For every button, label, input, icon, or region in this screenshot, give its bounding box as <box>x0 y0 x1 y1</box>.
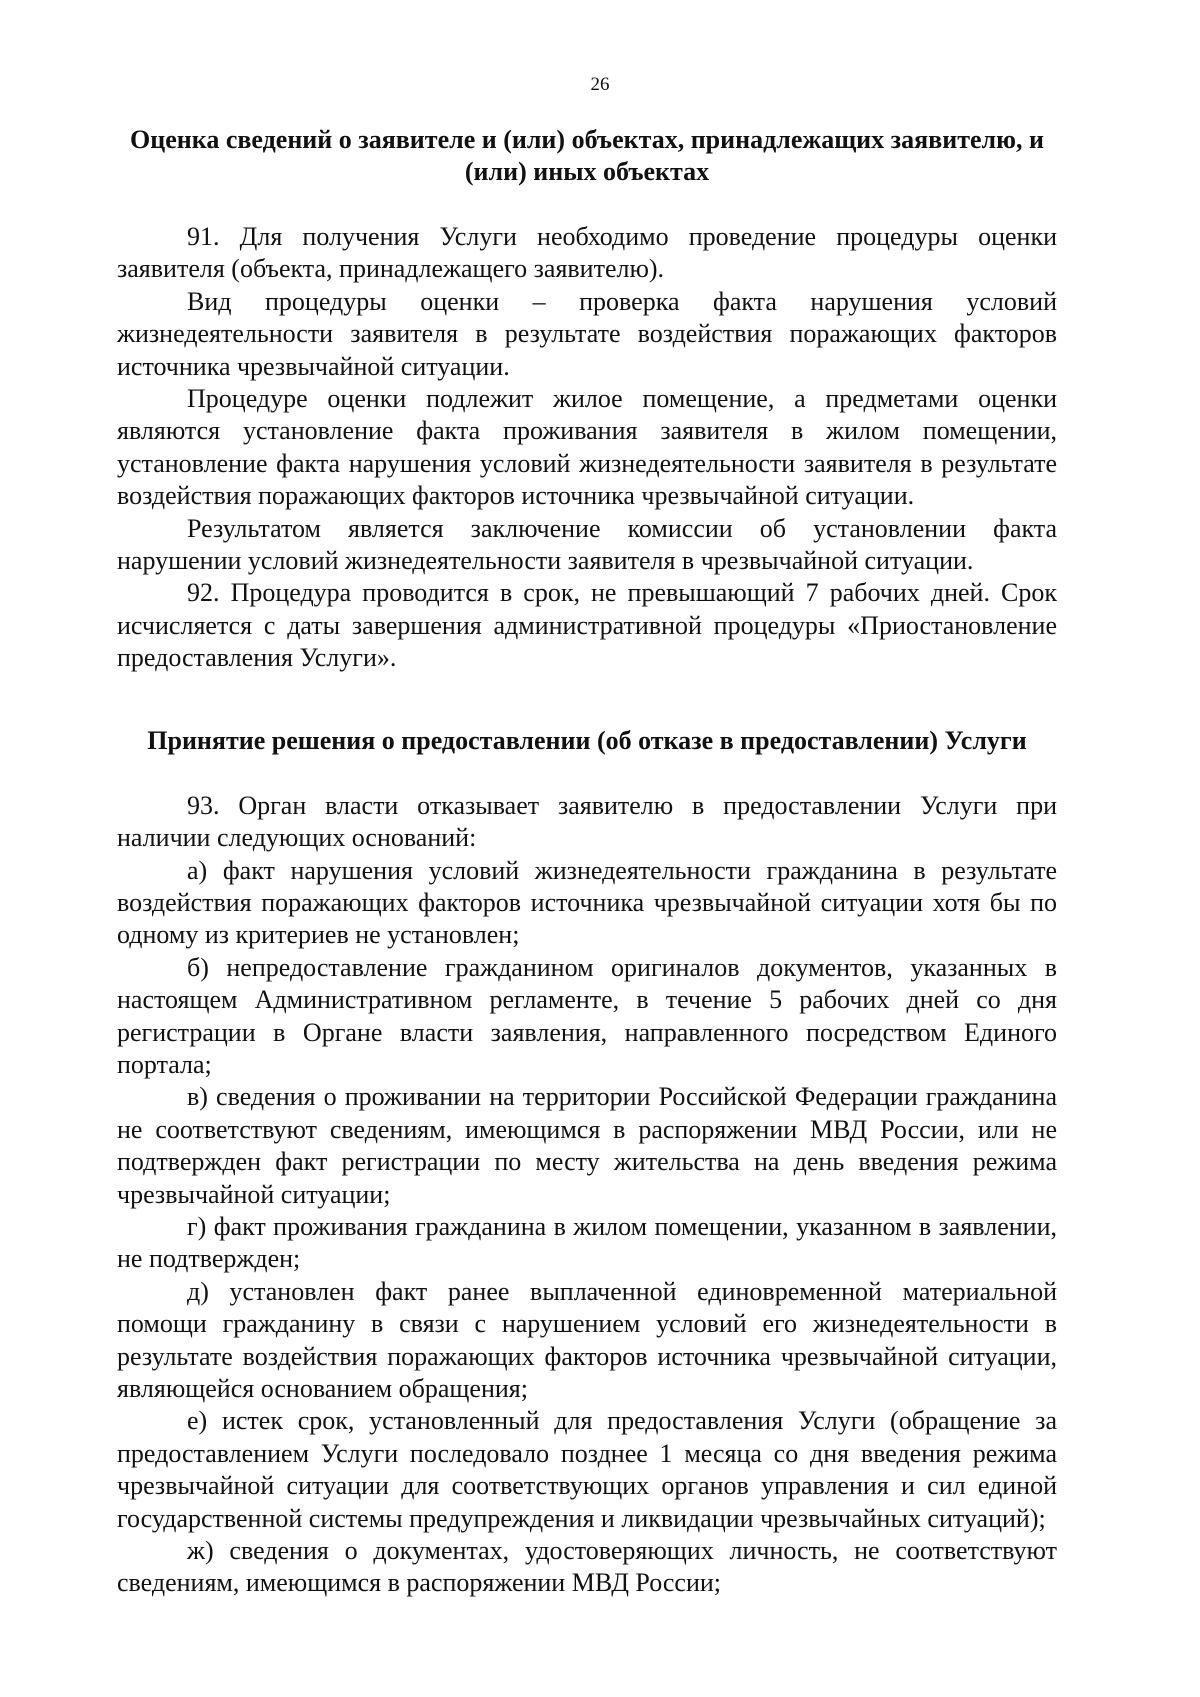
list-item-e: е) истек срок, установленный для предоставления Услуги (обращение за предоставлением Услуги последовало позднее 1 месяца со дня введения режима чрезвычайной ситуации для соответствующих органов управления и сил единой государственной системы предупреждения и ликвидации чрезвычайных ситуаций); <box>117 1406 1057 1533</box>
paragraph-91: 91. Для получения Услуги необходимо проведение процедуры оценки заявителя (объекта, принадлежащего заявителю). <box>117 222 1057 284</box>
list-item-v: в) сведения о проживании на территории Российской Федерации гражданина не соответствуют сведениям, имеющимся в распоряжении МВД России, или не подтвержден факт регистрации по месту жительства на день введения режима чрезвычайной ситуации; <box>117 1082 1057 1209</box>
paragraph-procedure-type: Вид процедуры оценки – проверка факта нарушения условий жизнедеятельности заявителя в результате воздействия поражающих факторов источника чрезвычайной ситуации. <box>117 286 1057 381</box>
paragraph-92: 92. Процедура проводится в срок, не превышающий 7 рабочих дней. Срок исчисляется с даты завершения административной процедуры «Приостановление предоставления Услуги». <box>117 578 1057 673</box>
list-item-a: а) факт нарушения условий жизнедеятельности гражданина в результате воздействия поражающих факторов источника чрезвычайной ситуации хотя бы по одному из критериев не установлен; <box>117 855 1057 950</box>
paragraph-93: 93. Орган власти отказывает заявителю в предоставлении Услуги при наличии следующих оснований: <box>117 790 1057 853</box>
section-heading-assessment: Оценка сведений о заявителе и (или) объектах, принадлежащих заявителю, и (или) иных объектах <box>130 125 1044 186</box>
section-heading-decision: Принятие решения о предоставлении (об отказе в предоставлении) Услуги <box>147 725 1027 755</box>
paragraph-assessment-subject: Процедуре оценки подлежит жилое помещение, а предметами оценки являются установление факта проживания заявителя в жилом помещении, установление факта нарушения условий жизнедеятельности заявителя в результате воздействия поражающих факторов источника чрезвычайной ситуации. <box>117 384 1057 511</box>
list-item-d: д) установлен факт ранее выплаченной единовременной материальной помощи гражданину в связи с нарушением условий его жизнедеятельности в результате воздействия поражающих факторов источника чрезвычайной ситуации, являющейся основанием обращения; <box>117 1276 1057 1403</box>
list-item-b: б) непредоставление гражданином оригиналов документов, указанных в настоящем Административном регламенте, в течение 5 рабочих дней со дня регистрации в Органе власти заявления, направленного посредством Единого портала; <box>117 952 1057 1079</box>
paragraph-assessment-result: Результатом является заключение комиссии об установлении факта нарушении условий жизнедеятельности заявителя в чрезвычайной ситуации. <box>117 513 1057 576</box>
list-item-zh: ж) сведения о документах, удостоверяющих личность, не соответствуют сведениям, имеющимся в распоряжении МВД России; <box>117 1536 1057 1598</box>
section-body-assessment <box>117 221 1057 675</box>
section-body-decision <box>117 790 1057 1600</box>
list-item-g: г) факт проживания гражданина в жилом помещении, указанном в заявлении, не подтвержден; <box>117 1211 1057 1274</box>
page-number: 26 <box>590 74 610 95</box>
